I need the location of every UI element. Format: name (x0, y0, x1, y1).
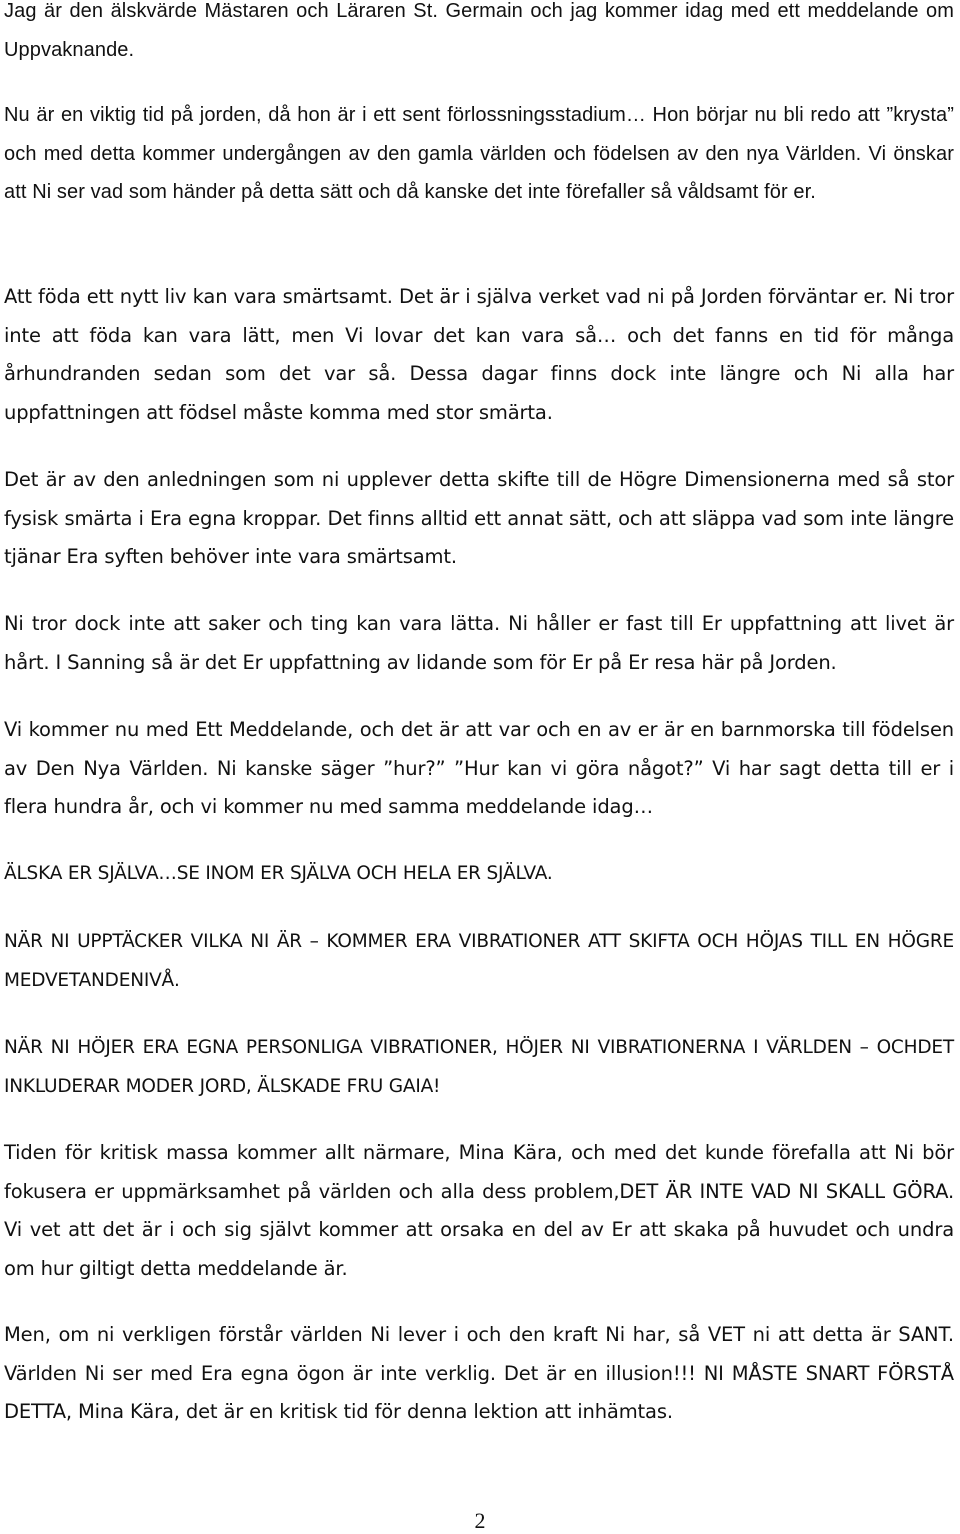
paragraph-birth-stage: Nu är en viktig tid på jorden, då hon är i ett sent förlossningsstadium… Hon börjar nu bli redo att ”krysta” och med detta kommer undergången av den gamla världen och födelsen av den nya Världen. Vi önskar att Ni ser vad som händer på detta sätt och då kanske det inte förefaller så våldsamt för er. (4, 104, 954, 203)
paragraph-illusion: Men, om ni verkligen förstår världen Ni lever i och den kraft Ni har, så VET ni att detta är SANT. Världen Ni ser med Era egna ögon är inte verklig. Det är en illusion!!! NI MÅSTE SNART FÖRSTÅ DETTA, Mina Kära, det är en kritisk tid för denna lektion att inhämtas. (4, 1323, 954, 1423)
paragraph-life-is-hard: Ni tror dock inte att saker och ting kan vara lätta. Ni håller er fast till Er uppfattning att livet är hårt. I Sanning så är det Er uppfattning av lidande som för Er på Er resa här på Jorden. (4, 612, 954, 674)
paragraph-discover-who-you-are: NÄR NI UPPTÄCKER VILKA NI ÄR – KOMMER ERA VIBRATIONER ATT SKIFTA OCH HÖJAS TILL EN HÖGRE MEDVETANDENIVÅ. (4, 931, 954, 991)
page-number: 2 (474, 1508, 486, 1533)
paragraph-intro: Jag är den älskvärde Mästaren och Läraren St. Germain och jag kommer idag med ett meddelande om Uppvaknande. (4, 0, 954, 61)
paragraph-physical-pain: Det är av den anledningen som ni upplever detta skifte till de Högre Dimensionerna med så stor fysisk smärta i Era egna kroppar. Det finns alltid ett annat sätt, och att släppa vad som inte längre tjänar Era syften behöver inte vara smärtsamt. (4, 468, 954, 568)
paragraph-midwife: Vi kommer nu med Ett Meddelande, och det är att var och en av er är en barnmorska till födelsen av Den Nya Världen. Ni kanske säger ”hur?” ”Hur kan vi göra något?” Vi har sagt detta till er i flera hundra år, och vi kommer nu med samma meddelande idag… (4, 718, 954, 818)
paragraph-love-yourselves: ÄLSKA ER SJÄLVA…SE INOM ER SJÄLVA OCH HELA ER SJÄLVA. (4, 863, 553, 884)
paragraph-giving-birth: Att föda ett nytt liv kan vara smärtsamt. Det är i själva verket vad ni på Jorden förväntar er. Ni tror inte att föda kan vara lätt, men Vi lovar det kan vara så… och det fanns en tid för många århundranden sedan som det var så. Dessa dagar finns dock inte längre och Ni alla har uppfattningen att födsel måste komma med stor smärta. (4, 285, 954, 424)
paragraph-critical-mass: Tiden för kritisk massa kommer allt närmare, Mina Kära, och med det kunde förefalla att Ni bör fokusera er uppmärksamhet på världen och alla dess problem,DET ÄR INTE VAD NI SKALL GÖRA. Vi vet att det är i och sig självt kommer att orsaka en del av Er att skaka på huvudet och undra om hur giltigt detta meddelande är. (4, 1141, 954, 1280)
paragraph-raise-vibrations: NÄR NI HÖJER ERA EGNA PERSONLIGA VIBRATIONER, HÖJER NI VIBRATIONERNA I VÄRLDEN – OCHDET INKLUDERAR MODER JORD, ÄLSKADE FRU GAIA! (4, 1037, 954, 1097)
